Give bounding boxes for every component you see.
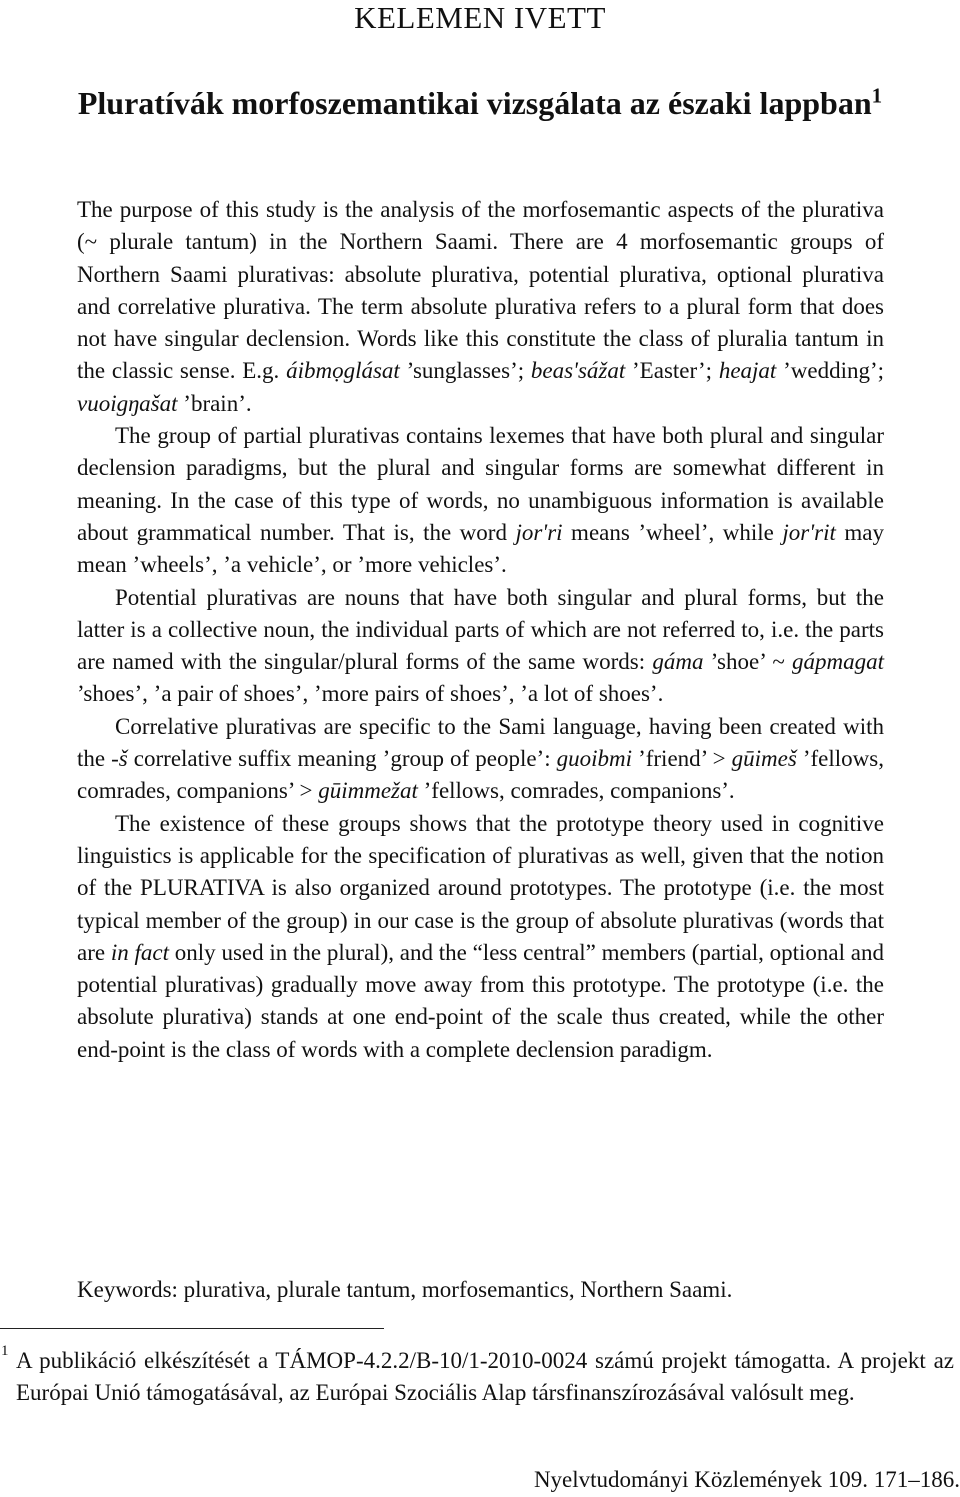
text-run: The purpose of this study is the analysis of the morfosemantic aspects of the plurativa (~ plurale tantum) in the Northern Saami. There are 4 morfosemantic groups of Northern Saami plurativas: absolute plurativa, potential plurativa, optional plurativa and correlative plurativa. The term absolute plurativa refers to a plural form that does not have singular declension. Words like this constitute the class of pluralia tantum in the classic sense. E.g.: [77, 197, 884, 384]
text-run: means ’wheel’, while: [562, 519, 783, 545]
italic-term: gūimmežat: [318, 778, 418, 804]
italic-term: beas'sážat: [530, 358, 626, 384]
title-text: Pluratívák morfoszemantikai vizsgálata az északi lappban: [77, 85, 872, 121]
keywords: Keywords: plurativa, plurale tantum, morfosemantics, Northern Saami.: [77, 1277, 733, 1302]
italic-term: in fact: [110, 939, 170, 965]
text-run: correlative suffix meaning ’group of people’:: [127, 746, 557, 772]
abstract-paragraph: [77, 582, 884, 711]
text-run: ’brain’.: [177, 390, 252, 416]
text-run: The group of partial plurativas contains lexemes that have both plural and singular declension paradigms, but the plural and singular forms are somewhat different in meaning. In the case of this type of words, no unambiguous information is available about grammatical number. That is, the word: [77, 423, 884, 545]
title-footnote-ref[interactable]: 1: [871, 83, 883, 108]
italic-term: -š: [111, 746, 128, 772]
italic-term: áibmọglásat: [286, 358, 400, 384]
abstract-paragraph: [77, 194, 884, 420]
italic-term: heajat: [718, 358, 777, 384]
italic-term: guoibmi: [556, 746, 633, 772]
italic-term: vuoigŋašat: [77, 390, 178, 416]
italic-term: jor'ri: [515, 519, 563, 545]
text-run: ’sunglasses’;: [399, 358, 531, 384]
footnote-divider: [0, 1328, 384, 1329]
text-run: The existence of these groups shows that the prototype theory used in cognitive linguistics is applicable for the specification of plurativas as well, given that the notion of the PLURATIVA is also organized around prototypes. The prototype (i.e. the most typical member of the group) in our case is the group of absolute plurativas (words that are: [77, 810, 884, 965]
footnote-mark: 1: [1, 1343, 9, 1359]
italic-term: gápmagat: [792, 649, 885, 675]
paper-title: [0, 84, 960, 122]
text-run: ’Easter’;: [625, 358, 719, 384]
text-run: may mean ’wheels’, ’a vehicle’, or ’more vehicles’.: [77, 519, 884, 578]
text-run: ’shoe’ ~: [703, 649, 793, 675]
text-run: ’friend’ >: [632, 746, 732, 772]
text-run: ’fellows, comrades, companions’.: [417, 778, 735, 804]
journal-reference: Nyelvtudományi Közlemények 109. 171–186.: [533, 1467, 960, 1492]
abstract: [77, 194, 884, 1066]
abstract-paragraph: [77, 711, 884, 808]
text-run: ’shoes’, ’a pair of shoes’, ’more pairs of shoes’, ’a lot of shoes’.: [77, 681, 664, 707]
italic-term: gáma: [652, 649, 704, 675]
italic-term: jor'rit: [782, 519, 836, 545]
text-run: Potential plurativas are nouns that have both singular and plural forms, but the latter is a collective noun, the individual parts of which are not referred to, i.e. the parts are named with the singular/plural forms of the same words:: [77, 584, 884, 675]
abstract-paragraph: [77, 420, 884, 581]
text-run: ’fellows, comrades, companions’ >: [77, 746, 884, 804]
author-name: KELEMEN IVETT: [354, 0, 606, 35]
italic-term: gūimeš: [731, 746, 797, 772]
text-run: Correlative plurativas are specific to the Sami language, having been created with the: [77, 713, 884, 772]
text-run: only used in the plural), and the “less central” members (partial, optional and potential plurativas) gradually move away from this prototype. The prototype (i.e. the absolute plurativa) stands at one end-point of the scale thus created, while the other end-point is the class of words with a complete declension paradigm.: [77, 939, 884, 1062]
footnote-text: A publikáció elkészítését a TÁMOP-4.2.2/B-10/1-2010-0024 számú projekt támogatta. A projekt az Európai Unió támogatásával, az Európai Szociális Alap társfinanszírozásával valósult meg.: [16, 1348, 954, 1405]
text-run: ’wedding’;: [776, 358, 885, 384]
abstract-paragraph: [77, 808, 884, 1066]
